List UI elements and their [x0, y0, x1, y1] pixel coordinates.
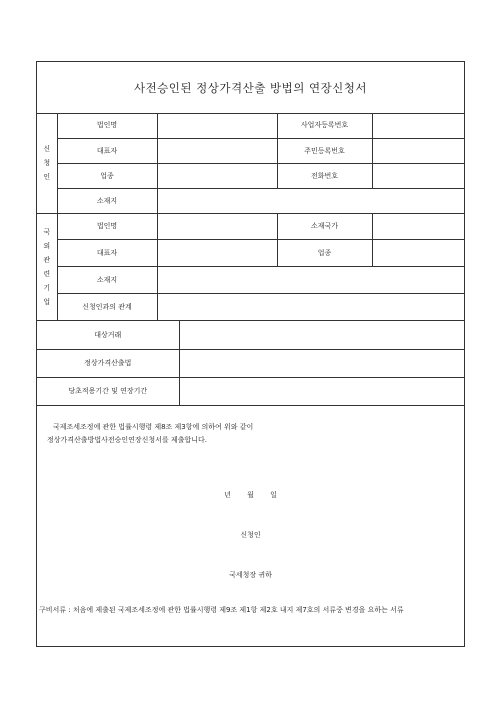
applicant-address-field[interactable]: [157, 188, 464, 213]
foreign-country-label: 소재국가: [277, 213, 372, 239]
period-label: 당초적용기간 및 연장기간: [37, 377, 179, 405]
foreign-relation-field[interactable]: [157, 293, 464, 320]
addressee: 국세청장 귀하: [229, 571, 272, 579]
foreign-corp-name-field[interactable]: [157, 213, 277, 239]
foreign-relation-label: 신청인과의 관계: [57, 293, 157, 320]
applicant-signature: 신청인: [240, 531, 261, 539]
foreign-representative-label: 대표자: [57, 239, 157, 266]
foreign-address-field[interactable]: [157, 266, 464, 293]
attachments-note: 구비서류 : 처음에 제출된 국제조세조정에 관한 법률시행령 제9조 제1항 제2호 내지 제7호의 서류중 변경을 요하는 서류: [39, 606, 404, 614]
applicant-resident-reg-no-field[interactable]: [372, 138, 464, 163]
foreign-corp-name-label: 법인명: [57, 213, 157, 239]
applicant-biz-reg-no-label: 사업자등록번호: [277, 113, 372, 138]
target-transaction-label: 대상거래: [37, 320, 179, 349]
form-title: 사전승인된 정상가격산출 방법의 연장신청서: [37, 62, 464, 114]
application-form: [36, 61, 465, 647]
foreign-address-label: 소재지: [57, 266, 157, 293]
applicant-corp-name-field[interactable]: [157, 113, 277, 138]
declaration-line-2: 정상가격산출방법사전승인연장신청서를 제출합니다.: [47, 436, 207, 444]
declaration-line-1: 국제조세조정에 관한 법률시행령 제8조 제3항에 의하여 위와 같이: [53, 423, 254, 431]
applicant-representative-field[interactable]: [157, 138, 277, 163]
applicant-industry-field[interactable]: [157, 163, 277, 188]
applicant-biz-reg-no-field[interactable]: [372, 113, 464, 138]
foreign-representative-field[interactable]: [157, 239, 277, 266]
declaration-section: [37, 410, 464, 642]
applicant-group-label: 신 청 인: [37, 113, 57, 213]
applicant-phone-label: 전화번호: [277, 163, 372, 188]
applicant-resident-reg-no-label: 주민등록번호: [277, 138, 372, 163]
foreign-industry-label: 업종: [277, 239, 372, 266]
target-transaction-field[interactable]: [179, 320, 464, 349]
period-field[interactable]: [179, 377, 464, 405]
applicant-corp-name-label: 법인명: [57, 113, 157, 138]
applicant-phone-field[interactable]: [372, 163, 464, 188]
foreign-country-field[interactable]: [372, 213, 464, 239]
foreign-group-label: 국 외 관 련 기 업: [37, 213, 57, 320]
date-line: 년 월 일: [224, 491, 277, 499]
applicant-representative-label: 대표자: [57, 138, 157, 163]
foreign-industry-field[interactable]: [372, 239, 464, 266]
form-table: [37, 113, 464, 406]
pricing-method-label: 정상가격산출법: [37, 349, 179, 377]
applicant-address-label: 소재지: [57, 188, 157, 213]
pricing-method-field[interactable]: [179, 349, 464, 377]
applicant-industry-label: 업종: [57, 163, 157, 188]
